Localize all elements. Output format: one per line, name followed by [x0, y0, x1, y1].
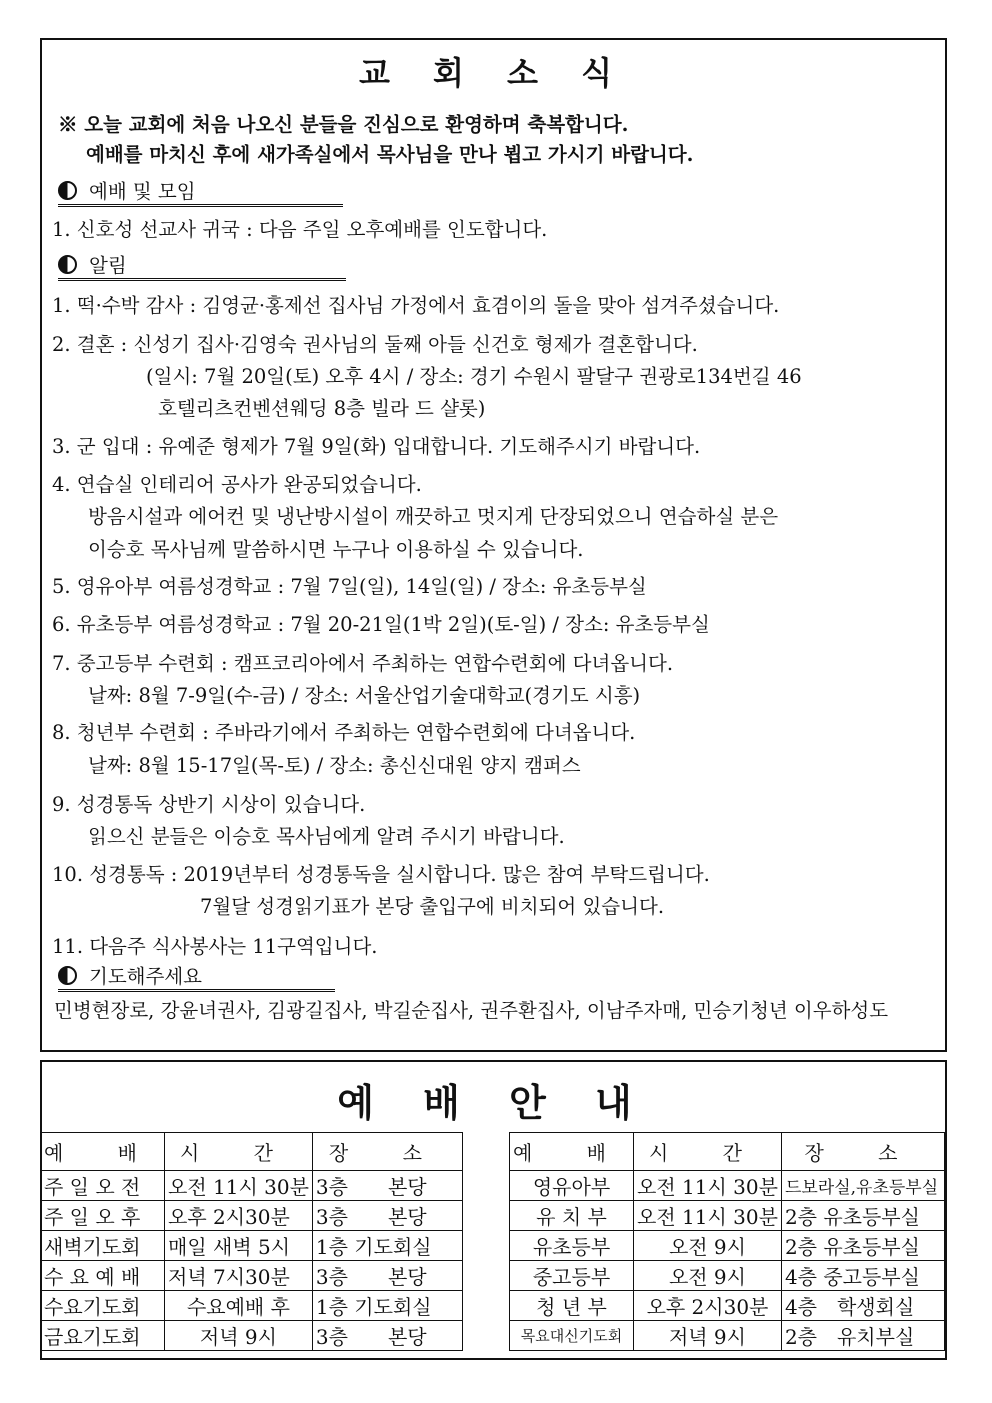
cell-worship: 유 치 부: [510, 1201, 634, 1231]
cell-worship: 유초등부: [510, 1231, 634, 1261]
cell-worship: 주 일 오 후: [41, 1201, 165, 1231]
half-circle-icon: [58, 181, 77, 200]
cell-time: 오전 11시 30분: [165, 1171, 313, 1201]
cell-time: 저녁 9시: [634, 1321, 782, 1351]
cell-place: 4층 중고등부실: [781, 1261, 944, 1291]
notice-line: 날짜: 8월 15-17일(목-토) / 장소: 총신신대원 양지 캠퍼스: [88, 754, 581, 777]
table-row: [510, 1231, 945, 1261]
cell-place: 3층 본당: [312, 1321, 462, 1351]
section-label: 예배 및 모임: [89, 180, 196, 203]
cell-worship: 금요기도회: [41, 1321, 165, 1351]
cell-worship: 중고등부: [510, 1261, 634, 1291]
header-place: 장 소: [312, 1133, 462, 1171]
table-row: [510, 1201, 945, 1231]
section-notices-heading: [58, 250, 346, 281]
cell-place: 3층 본당: [312, 1201, 462, 1231]
cell-time: 오후 2시30분: [634, 1291, 782, 1321]
table-header-row: [510, 1133, 945, 1171]
section-label: 기도해주세요: [89, 965, 203, 988]
cell-worship: 새벽기도회: [41, 1231, 165, 1261]
cell-place: 3층 본당: [312, 1261, 462, 1291]
header-place: 장 소: [781, 1133, 944, 1171]
half-circle-icon: [58, 255, 77, 274]
cell-worship: 주 일 오 전: [41, 1171, 165, 1201]
notice-line: 날짜: 8월 7-9일(수-금) / 장소: 서울산업기술대학교(경기도 시흥): [88, 684, 641, 707]
prayer-list: 민병현장로, 강윤녀권사, 김광길집사, 박길순집사, 권주환집사, 이남주자매, 민승기청년 이우하성도: [54, 999, 889, 1022]
notice-line: 6. 유초등부 여름성경학교 : 7월 20-21일(1박 2일)(토-일) / 장소: 유초등부실: [52, 613, 710, 636]
table-row: [510, 1321, 945, 1351]
header-worship: 예 배: [510, 1133, 634, 1171]
table-row: [510, 1171, 945, 1201]
cell-time: 수요예배 후: [165, 1291, 313, 1321]
cell-time: 매일 새벽 5시: [165, 1231, 313, 1261]
notice-line: 7월달 성경읽기표가 본당 출입구에 비치되어 있습니다.: [200, 895, 665, 918]
section-label: 알림: [89, 254, 127, 277]
cell-time: 오전 9시: [634, 1261, 782, 1291]
notice-line: 8. 청년부 수련회 : 주바라기에서 주최하는 연합수련회에 다녀옵니다.: [52, 721, 636, 744]
notice-line: 4. 연습실 인테리어 공사가 완공되었습니다.: [52, 473, 422, 496]
section-worship-heading: [58, 176, 343, 207]
notice-line: (일시: 7월 20일(토) 오후 4시 / 장소: 경기 수원시 팔달구 권광로134번길 46: [146, 365, 802, 388]
table-row: [41, 1261, 463, 1291]
table-row: [41, 1231, 463, 1261]
worship-item: 1. 신호성 선교사 귀국 : 다음 주일 오후예배를 인도합니다.: [52, 218, 548, 241]
cell-time: 오후 2시30분: [165, 1201, 313, 1231]
notice-line: 방음시설과 에어컨 및 냉난방시설이 깨끗하고 멋지게 단장되었으니 연습하실 분은: [88, 505, 779, 528]
worship-schedule-box: [40, 1060, 947, 1360]
welcome-line-1: ※ 오늘 교회에 처음 나오신 분들을 진심으로 환영하며 축복합니다.: [58, 113, 629, 136]
notice-line: 9. 성경통독 상반기 시상이 있습니다.: [52, 793, 366, 816]
table-row: [510, 1291, 945, 1321]
schedule-title: 예 배 안 내: [337, 1080, 650, 1125]
schedule-table-right: [509, 1132, 945, 1351]
cell-place: 2층 유초등부실: [781, 1201, 944, 1231]
cell-time: 오전 11시 30분: [634, 1201, 782, 1231]
notice-line: 읽으신 분들은 이승호 목사님에게 알려 주시기 바랍니다.: [88, 825, 565, 848]
notice-line: 5. 영유아부 여름성경학교 : 7월 7일(일), 14일(일) / 장소: 유초등부실: [52, 575, 647, 598]
cell-worship: 청 년 부: [510, 1291, 634, 1321]
notice-line: 1. 떡·수박 감사 : 김영균·홍제선 집사님 가정에서 효겸이의 돌을 맞아 섬겨주셨습니다.: [52, 294, 780, 317]
welcome-line-2: 예배를 마치신 후에 새가족실에서 목사님을 만나 뵙고 가시기 바랍니다.: [86, 143, 694, 166]
cell-place: 1층 기도회실: [312, 1291, 462, 1321]
cell-time: 저녁 7시30분: [165, 1261, 313, 1291]
notice-line: 3. 군 입대 : 유예준 형제가 7월 9일(화) 입대합니다. 기도해주시기 바랍니다.: [52, 435, 701, 458]
church-news-box: [40, 38, 947, 1052]
schedule-table-left: [40, 1132, 463, 1351]
cell-worship: 수요기도회: [41, 1291, 165, 1321]
welcome-message: [58, 110, 693, 170]
notice-line: 7. 중고등부 수련회 : 캠프코리아에서 주최하는 연합수련회에 다녀옵니다.: [52, 652, 674, 675]
section-prayer-heading: [58, 961, 335, 992]
cell-place: 4층 학생회실: [781, 1291, 944, 1321]
cell-place: 2층 유치부실: [781, 1321, 944, 1351]
table-row: [41, 1171, 463, 1201]
header-time: 시 간: [165, 1133, 313, 1171]
header-time: 시 간: [634, 1133, 782, 1171]
table-header-row: [41, 1133, 463, 1171]
cell-place: 2층 유초등부실: [781, 1231, 944, 1261]
table-row: [41, 1201, 463, 1231]
cell-place: 3층 본당: [312, 1171, 462, 1201]
table-row: [41, 1291, 463, 1321]
cell-place: 1층 기도회실: [312, 1231, 462, 1261]
notice-line: 11. 다음주 식사봉사는 11구역입니다.: [52, 935, 378, 958]
cell-place: 드보라실,유초등부실: [781, 1171, 944, 1201]
cell-time: 저녁 9시: [165, 1321, 313, 1351]
cell-time: 오전 9시: [634, 1231, 782, 1261]
notice-line: 호텔리츠컨벤션웨딩 8층 빌라 드 샬롯): [158, 397, 486, 420]
cell-time: 오전 11시 30분: [634, 1171, 782, 1201]
cell-worship: 영유아부: [510, 1171, 634, 1201]
header-worship: 예 배: [41, 1133, 165, 1171]
half-circle-icon: [58, 966, 77, 985]
news-title: 교 회 소 식: [358, 54, 629, 92]
notice-line: 10. 성경통독 : 2019년부터 성경통독을 실시합니다. 많은 참여 부탁드립니다.: [52, 863, 710, 886]
cell-worship: 수 요 예 배: [41, 1261, 165, 1291]
cell-worship: 목요대신기도회: [510, 1321, 634, 1351]
table-row: [41, 1321, 463, 1351]
notice-line: 이승호 목사님께 말씀하시면 누구나 이용하실 수 있습니다.: [88, 538, 584, 561]
notice-line: 2. 결혼 : 신성기 집사·김영숙 권사님의 둘째 아들 신건호 형제가 결혼합니다.: [52, 333, 698, 356]
table-row: [510, 1261, 945, 1291]
